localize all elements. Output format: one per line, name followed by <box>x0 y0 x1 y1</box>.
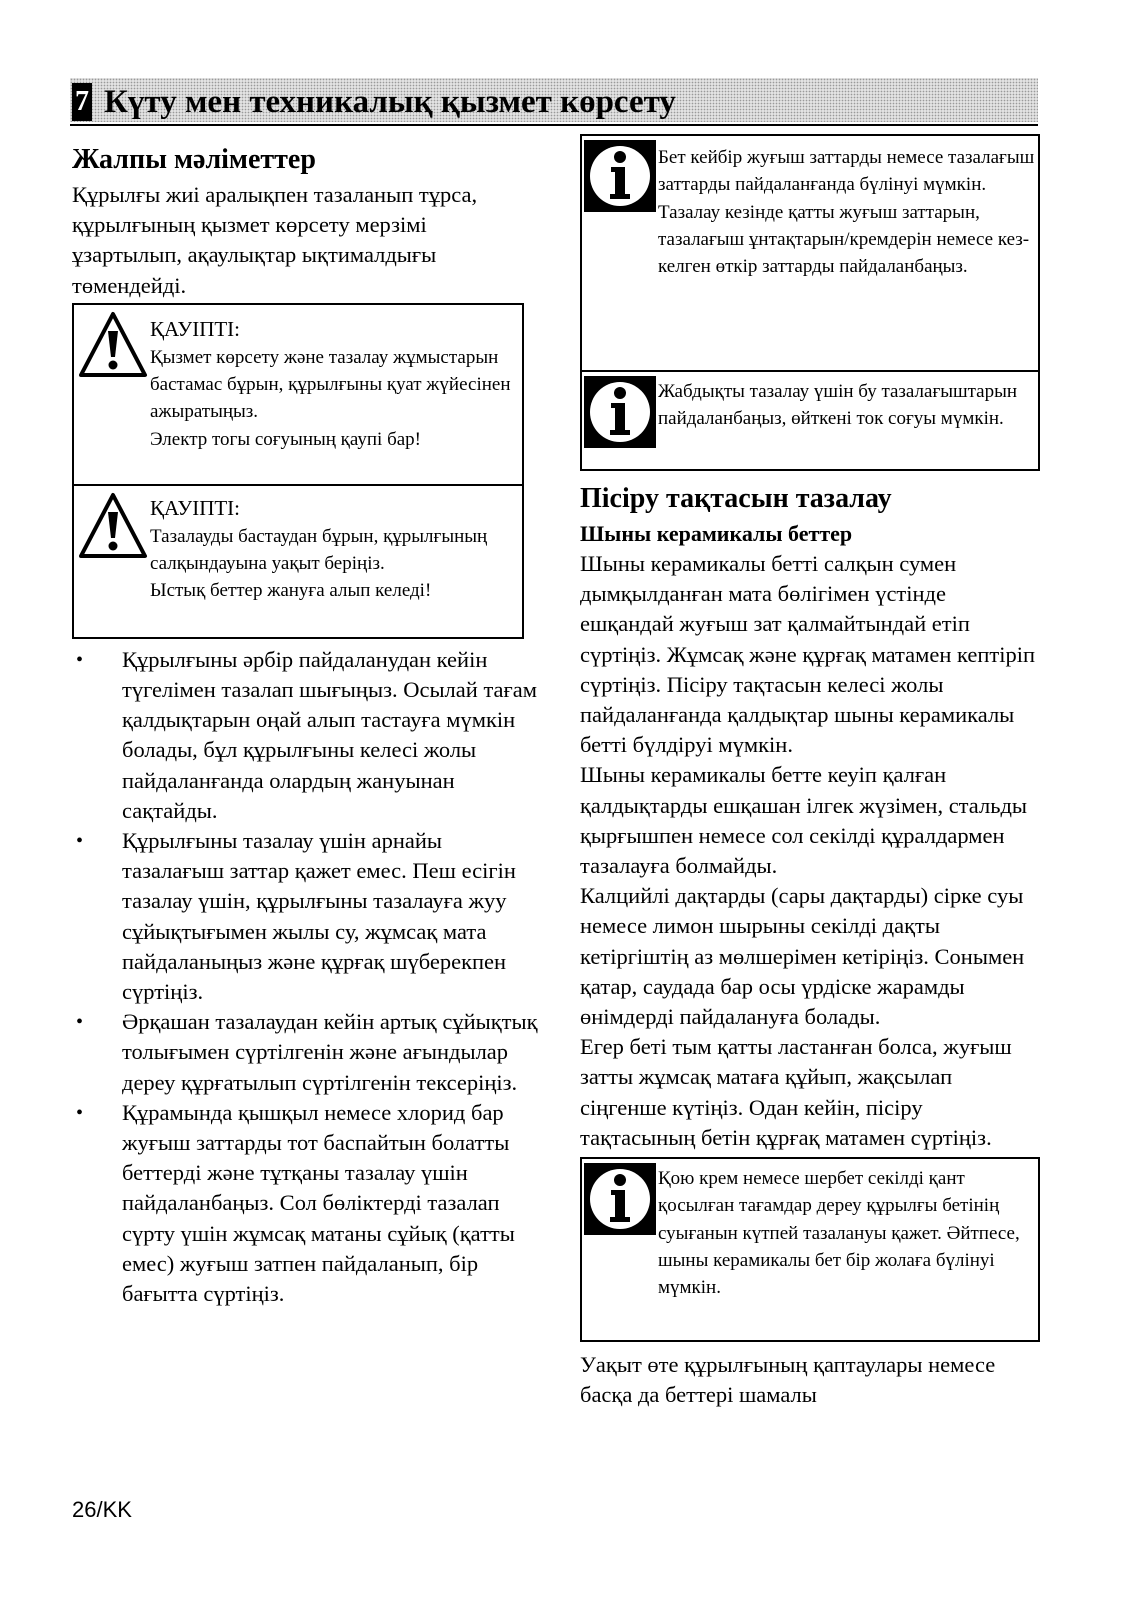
warning-text: Қызмет көрсету және тазалау жұмыстарын бастамас бұрын, құрылғыны қуат жүйесінен ажыратыңыз. <box>150 346 511 423</box>
chapter-title: Күту мен техникалық қызмет көрсету <box>104 84 676 120</box>
glass-text: Егер беті тым қатты ластанған болса, жуғыш затты жұмсақ матаға құйып, жақсылап сіңгенше күтіңіз. Одан кейін, пісіру тақтасының бетін құрғақ матамен сүртіңіз. <box>580 1034 1012 1150</box>
chapter-number: 7 <box>72 83 92 121</box>
bullet-item: • Құрылғыны әрбір пайдаланудан кейін түгелімен тазалап шығыңыз. Осылай тағам қалдықтарын оңай алып тастауға мүмкін болады, бұл құрылғыны келесі жолы пайдаланғанда олардың жануынан сақтайды. <box>72 645 542 826</box>
warning-text-emphasis: Ыстық беттер жануға алып келеді! <box>150 580 432 602</box>
cleaning-bullet-list <box>72 645 542 1309</box>
bullet-item: • Құрылғыны тазалау үшін арнайы тазалағыш заттар қажет емес. Пеш есігін тазалау үшін, құрылғыны тазалауға жуу сұйықтығымен жылы су, жұмсақ мата пайдаланыңыз және құрғақ шүберекпен сүртіңіз. <box>72 826 542 1007</box>
info-box-sugar-food <box>580 1157 1040 1342</box>
info-text: Бет кейбір жуғыш заттарды немесе тазалағыш заттарды пайдаланғанда бүлінуі мүмкін. <box>658 147 1035 196</box>
bullet-item: • Әрқашан тазалаудан кейін артық сұйықтық толығымен сүртілгенін және ағындылар дереу құрғатылып сүртілгенін тексеріңіз. <box>72 1007 542 1098</box>
info-icon <box>584 140 656 212</box>
general-text: Құрылғы жиі аралықпен тазаланып тұрса, құрылғының қызмет көрсету мерзімі ұзартылып, ақаулықтар ықтималдығы төмендейді. <box>72 182 478 298</box>
glass-text: Шыны керамикалы бетті салқын сумен дымқылданған мата бөлігімен үстінде ешқандай жуғыш зат қалмайтындай етіп сүртіңіз. Жұмсақ және құрғақ матамен кептіріп сүртіңіз. Пісіру тақтасын келесі жолы пайдаланғанда қалдықтар шыны керамикалы бетті бүлдіруі мүмкін. <box>580 551 1036 758</box>
warning-title: ҚАУІПТІ: <box>150 316 241 341</box>
warning-box-power <box>72 303 524 486</box>
warning-triangle-icon <box>78 311 148 379</box>
info-box-detergents <box>580 134 1040 372</box>
glass-text: Калцийлі дақтарды (сары дақтарды) сірке суы немесе лимон шырыны секілді дақты кетіргіштің аз мөлшерімен кетіріңіз. Сонымен қатар, саудада бар осы үрдіске жарамды өнімдерді пайдалануға болады. <box>580 883 1025 1030</box>
closing-text: Уақыт өте құрылғының қаптаулары немесе басқа да беттері шамалы <box>580 1352 996 1408</box>
warning-box-hot-surface <box>72 484 524 639</box>
left-column <box>72 140 542 1309</box>
glass-ceramic-subheading: Шыны керамикалы беттер <box>580 521 853 546</box>
info-text: Қою крем немесе шербет секілді қант қосылған тағамдар дереу құрылғы бетінің суығанын күтпей тазалануы қажет. Әйтпесе, шыны керамикалы бет бір жолаға бүлінуі мүмкін. <box>658 1168 1020 1299</box>
warning-triangle-icon <box>78 492 148 560</box>
glass-text: Шыны керамикалы бетте кеуіп қалған қалдықтарды ешқашан ілгек жүзімен, стальды қырғышпен немесе сол секілді құралдармен тазалауға болмайды. <box>580 762 1028 879</box>
bullet-item: • Құрамында қышқыл немесе хлорид бар жуғыш заттарды тот баспайтын болатты беттерді және тұтқаны тазалау үшін пайдаланбаңыз. Сол бөліктерді тазалап сүрту үшін жұмсақ матаны сұйық (қатты емес) жуғыш затпен пайдаланып, бір бағытта сүртіңіз. <box>72 1098 542 1309</box>
info-icon <box>584 1163 656 1235</box>
info-text: Жабдықты тазалау үшін бу тазалағыштарын пайдаланбаңыз, өйткені ток соғуы мүмкін. <box>658 381 1018 430</box>
info-text: Тазалау кезінде қатты жуғыш заттарын, тазалағыш ұнтақтарын/кремдерін немесе кез-келген өткір заттарды пайдаланбаңыз. <box>658 201 1030 278</box>
right-column <box>580 134 1040 1410</box>
info-icon <box>584 376 656 448</box>
general-heading: Жалпы мәліметтер <box>72 144 316 175</box>
info-box-steam-cleaner <box>580 370 1040 471</box>
warning-text-emphasis: Электр тогы соғуының қаупі бар! <box>150 428 422 450</box>
hob-cleaning-heading: Пісіру тақтасын тазалау <box>580 483 892 514</box>
page-number: 26/KK <box>72 1497 132 1522</box>
header-rule <box>70 124 1038 126</box>
warning-text: Тазалауды бастаудан бұрын, құрылғының салқындауына уақыт беріңіз. <box>150 525 488 575</box>
warning-title: ҚАУІПТІ: <box>150 495 241 520</box>
